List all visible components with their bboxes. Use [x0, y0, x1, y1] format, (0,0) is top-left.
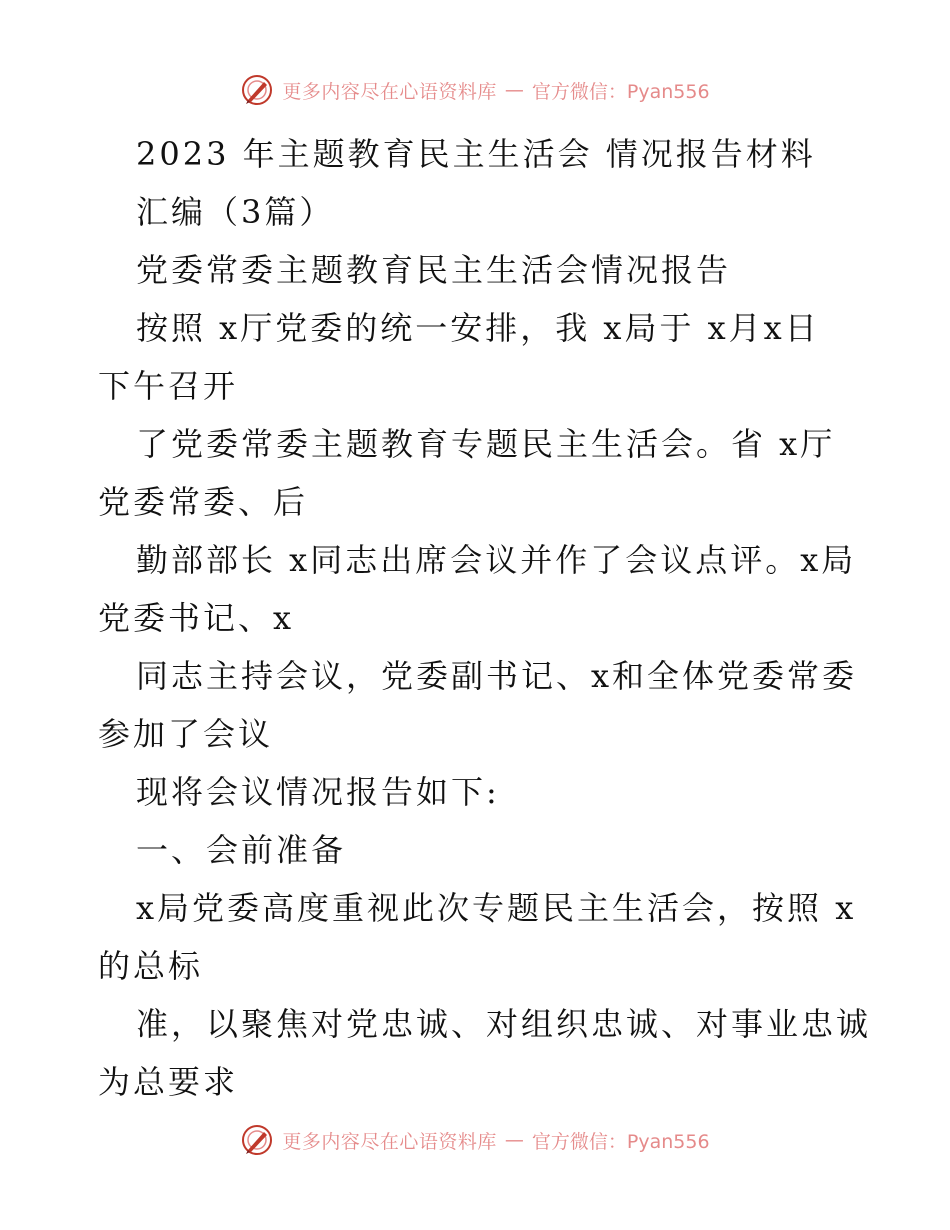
doc-line: 下午召开: [98, 367, 239, 405]
doc-line: 按照 x厅党委的统一安排，我 x局于 x月x日: [136, 309, 820, 347]
doc-line: 一、会前准备: [136, 831, 347, 869]
doc-line: 现将会议情况报告如下:: [136, 773, 500, 811]
doc-line: 准，以聚焦对党忠诚、对组织忠诚、对事业忠诚: [136, 1005, 872, 1043]
watermark-dash: —: [504, 1129, 524, 1151]
doc-line: 汇编（3篇）: [136, 193, 335, 231]
doc-line: 党委书记、x: [98, 599, 295, 637]
pen-logo-icon: [240, 73, 274, 107]
doc-line: 同志主持会议，党委副书记、x和全体党委常委: [136, 657, 858, 695]
watermark-contact: 官方微信：Pyan556: [531, 80, 710, 103]
document-body: [98, 125, 872, 1111]
pen-logo-icon: [240, 1123, 274, 1157]
doc-line: 党委常委主题教育民主生活会情况报告: [136, 251, 732, 289]
doc-line: 的总标: [98, 947, 204, 985]
watermark-text: 更多内容尽在心语资料库: [282, 80, 497, 103]
doc-line: 参加了会议: [98, 715, 274, 753]
header-watermark: [0, 70, 950, 110]
doc-line: x局党委高度重视此次专题民主生活会，按照 x: [136, 889, 857, 927]
watermark-contact: 官方微信：Pyan556: [531, 1130, 710, 1153]
doc-line: 2023 年主题教育民主生活会 情况报告材料: [136, 135, 816, 173]
watermark-dash: —: [504, 79, 524, 101]
doc-line: 为总要求: [98, 1063, 239, 1101]
watermark-text: 更多内容尽在心语资料库: [282, 1130, 497, 1153]
doc-line: 勤部部长 x同志出席会议并作了会议点评。x局: [136, 541, 857, 579]
doc-line: 了党委常委主题教育专题民主生活会。省 x厅: [136, 425, 836, 463]
doc-line: 党委常委、后: [98, 483, 309, 521]
footer-watermark: [0, 1120, 950, 1160]
